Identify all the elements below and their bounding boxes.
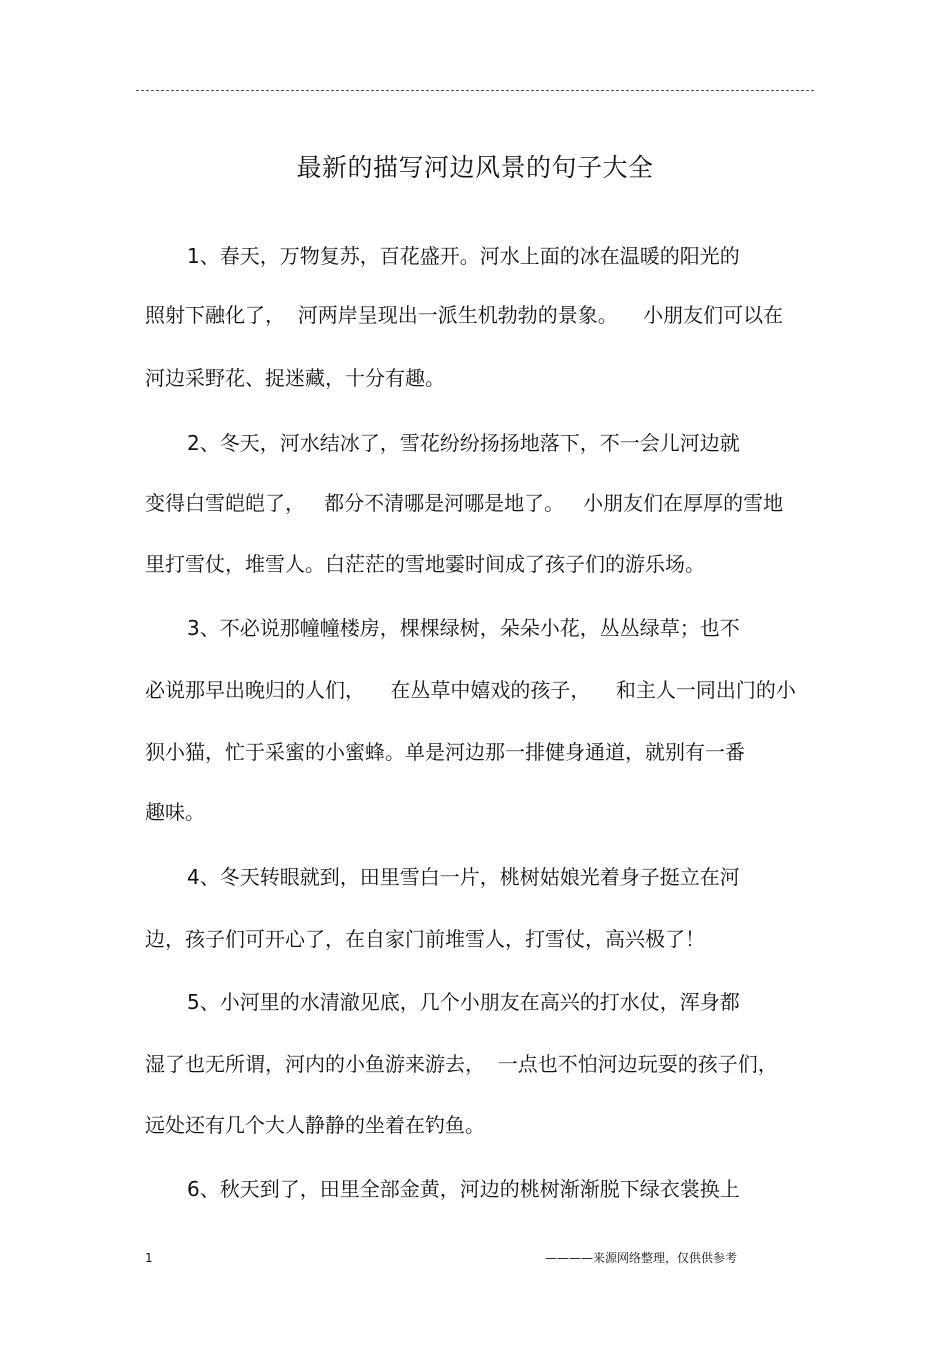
paragraph-3-line-2: 必说那早出晚归的人们， 在丛草中嬉戏的孩子， 和主人一同出门的小	[145, 678, 796, 702]
paragraph-4-line-1: 4、冬天转眼就到，田里雪白一片，桃树姑娘光着身子挺立在河	[187, 865, 740, 889]
page-number: 1	[145, 1251, 153, 1265]
paragraph-5-line-2: 湿了也无所谓，河内的小鱼游来游去， 一点也不怕河边玩耍的孩子们，	[145, 1052, 778, 1076]
document-title: 最新的描写河边风景的句子大全	[296, 153, 654, 182]
paragraph-6-line-1: 6、秋天到了，田里全部金黄，河边的桃树渐渐脱下绿衣裳换上	[187, 1177, 740, 1201]
header-rule	[136, 90, 814, 91]
paragraph-3-line-3: 狈小猫，忙于采蜜的小蜜蜂。单是河边那一排健身通道，就别有一番	[145, 740, 745, 764]
paragraph-3-line-1: 3、不必说那幢幢楼房，棵棵绿树，朵朵小花，丛丛绿草；也不	[187, 616, 740, 640]
paragraph-1-line-3: 河边采野花、捉迷藏，十分有趣。	[145, 366, 445, 390]
paragraph-1-line-2: 照射下融化了， 河两岸呈现出一派生机勃勃的景象。 小朋友们可以在	[145, 303, 784, 327]
paragraph-4-line-2: 边，孩子们可开心了，在自家门前堆雪人，打雪仗，高兴极了！	[145, 927, 705, 951]
paragraph-2-line-1: 2、冬天，河水结冰了，雪花纷纷扬扬地落下，不一会儿河边就	[187, 431, 740, 455]
paragraph-2-line-3: 里打雪仗，堆雪人。白茫茫的雪地霎时间成了孩子们的游乐场。	[145, 552, 705, 576]
paragraph-5-line-3: 远处还有几个大人静静的坐着在钓鱼。	[145, 1113, 485, 1137]
paragraph-2-line-2: 变得白雪皑皑了， 都分不清哪是河哪是地了。 小朋友们在厚厚的雪地	[145, 491, 784, 515]
paragraph-1-line-1: 1、春天，万物复苏，百花盛开。河水上面的冰在温暖的阳光的	[187, 244, 740, 268]
paragraph-3-line-4: 趣味。	[145, 800, 205, 824]
paragraph-5-line-1: 5、小河里的水清澈见底，几个小朋友在高兴的打水仗，浑身都	[187, 990, 740, 1014]
footer-source-note: ————来源网络整理，仅供供参考	[545, 1251, 738, 1265]
